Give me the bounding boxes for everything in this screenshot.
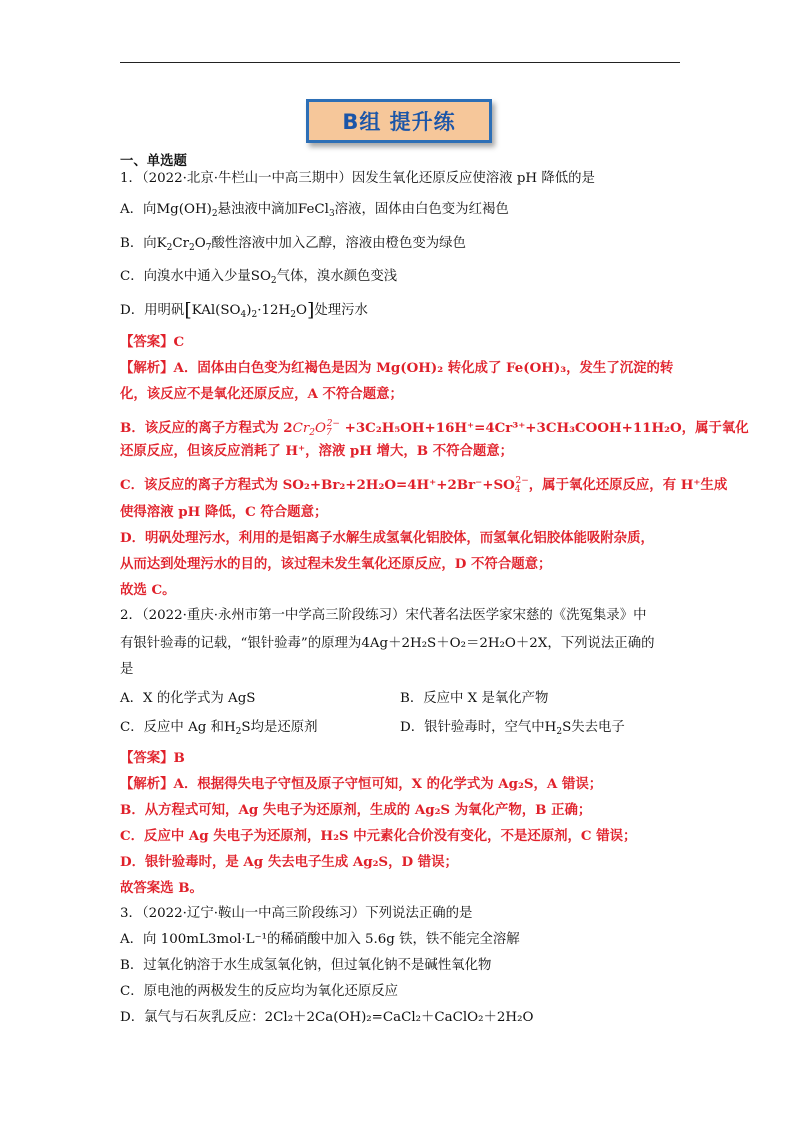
q2-answer: 【答案】B <box>120 750 185 766</box>
q3-stem: 3．（2022·辽宁·鞍山一中高三阶段练习）下列说法正确的是 <box>120 906 473 921</box>
section-title: 一、单选题 <box>120 153 187 169</box>
q3-option-b: B．过氧化钠溶于水生成氢氧化钠，但过氧化钠不是碱性氧化物 <box>120 958 492 973</box>
q2-option-d: D．银针验毒时，空气中$H_2S$失去电子 <box>400 720 625 737</box>
q1-option-c <box>120 268 397 290</box>
q1-a-post: 溶液，固体由白色变为红褐色 <box>334 202 509 217</box>
q1-explanation-line3: B．该反应的离子方程式为 $2Cr_2O_7^{2-}$ +3C₂H₅OH+16H⁺=4Cr³⁺+3CH₃COOH+11H₂O，属于氧化 <box>120 419 749 438</box>
q1-conclusion: 故选 C。 <box>120 582 176 598</box>
q2-c-formula: $H_2S$ <box>223 720 251 737</box>
q2-d-formula: $H_2S$ <box>544 720 572 737</box>
q1-explanation-line1: 【解析】A．固体由白色变为红褐色是因为 Mg(OH)₂ 转化成了 Fe(OH)₃，发生了沉淀的转 <box>120 360 674 376</box>
q1-a-mid: 悬浊液中滴加 <box>217 202 298 217</box>
q1-a-formula2: FeCl$_3$ <box>297 202 335 219</box>
q2-option-c: C．反应中 Ag 和$H_2S$均是还原剂 <box>120 720 318 737</box>
q1-explanation-line2: 化，该反应不是氧化还原反应，A 不符合题意； <box>120 386 403 402</box>
q1-c-formula: $SO_2$ <box>250 269 277 286</box>
q1-a-pre: A．向 <box>120 202 157 217</box>
q2-option-b: B．反应中 X 是氧化产物 <box>400 691 549 706</box>
q2-equation: 4Ag＋2H₂S＋O₂＝2H₂O＋2X <box>361 636 548 651</box>
section-banner: B组 提升练 <box>306 99 492 143</box>
q1-b-formula: $K_2Cr_2O_7$ <box>156 236 212 253</box>
q1-c-pre: C．向溴水中通入少量 <box>120 269 251 284</box>
q2-stem-line1: 2．（2022·重庆·永州市第一中学高三阶段练习）宋代著名法医学家宋慈的《洗冤集录》中 <box>120 608 647 623</box>
q3-option-d: D．氯气与石灰乳反应：2Cl₂＋2Ca(OH)₂=CaCl₂＋CaClO₂＋2H₂O <box>120 1010 534 1025</box>
q1-explanation-line6: 使得溶液 pH 降低，C 符合题意； <box>120 504 328 520</box>
q1-option-d <box>120 301 368 324</box>
q1-stem: 1．（2022·北京·牛栏山一中高三期中）因发生氧化还原反应使溶液 pH 降低的是 <box>120 171 595 186</box>
q1-explanation-line4: 还原反应，但该反应消耗了 H⁺，溶液 pH 增大，B 不符合题意； <box>120 443 514 459</box>
q2-option-a: A．X 的化学式为 AgS <box>120 691 256 706</box>
q1-option-a <box>120 201 509 223</box>
q1-b-post: 酸性溶液中加入乙醇，溶液由橙色变为绿色 <box>211 236 466 251</box>
q1-explanation-line5: C．该反应的离子方程式为 $SO_2+Br_2+2H_2O=4H^++2Br^-+SO_4^{2-}$，属于氧化还原反应，有 H⁺生成 <box>120 476 728 495</box>
q2-explanation-line4: D．银针验毒时，是 Ag 失去电子生成 Ag₂S，D 错误； <box>120 854 458 870</box>
q1-d-post: 处理污水 <box>314 303 368 318</box>
q1-explanation-line8: 从而达到处理污水的目的，该过程未发生氧化还原反应，D 不符合题意； <box>120 556 552 572</box>
q3-option-a: A．向 100mL3mol·L⁻¹的稀硝酸中加入 5.6g 铁，铁不能完全溶解 <box>120 932 520 947</box>
q3-option-c: C．原电池的两极发生的反应均为氧化还原反应 <box>120 984 399 999</box>
sulfate-charge: $_4^{2-}$ <box>514 476 529 495</box>
q1-d-pre: D．用明矾 <box>120 303 185 318</box>
q1-option-b <box>120 235 466 257</box>
q1-explanation-line7: D．明矾处理污水，利用的是铝离子水解生成氢氧化铝胶体，而氢氧化铝胶体能吸附杂质， <box>120 530 654 546</box>
q2-stem-line3: 是 <box>120 662 134 677</box>
q1-b-pre: B．向 <box>120 236 157 251</box>
q1-c-post: 气体，溴水颜色变浅 <box>276 269 398 284</box>
q1-a-formula1: $Mg(OH)_2$ <box>156 202 218 219</box>
q2-conclusion: 故答案选 B。 <box>120 880 203 896</box>
q1-d-formula: $[KAl(SO_4)_2\cdot 12H_2O]$ <box>184 299 315 321</box>
dichromate-formula: $Cr_2O_7^{2-}$ <box>292 419 340 438</box>
q1-answer: 【答案】C <box>120 334 185 350</box>
q2-explanation-line3: C．反应中 Ag 失电子为还原剂，H₂S 中元素化合价没有变化，不是还原剂，C 错误； <box>120 828 637 844</box>
header-rule <box>120 62 680 63</box>
q2-explanation-line2: B．从方程式可知，Ag 失电子为还原剂，生成的 Ag₂S 为氧化产物，B 正确； <box>120 802 592 818</box>
q2-stem-line2: 有银针验毒的记载，“银针验毒”的原理为4Ag＋2H₂S＋O₂＝2H₂O＋2X，下列说法正确的 <box>120 636 655 651</box>
q2-explanation-line1: 【解析】A．根据得失电子守恒及原子守恒可知，X 的化学式为 Ag₂S，A 错误； <box>120 776 603 792</box>
